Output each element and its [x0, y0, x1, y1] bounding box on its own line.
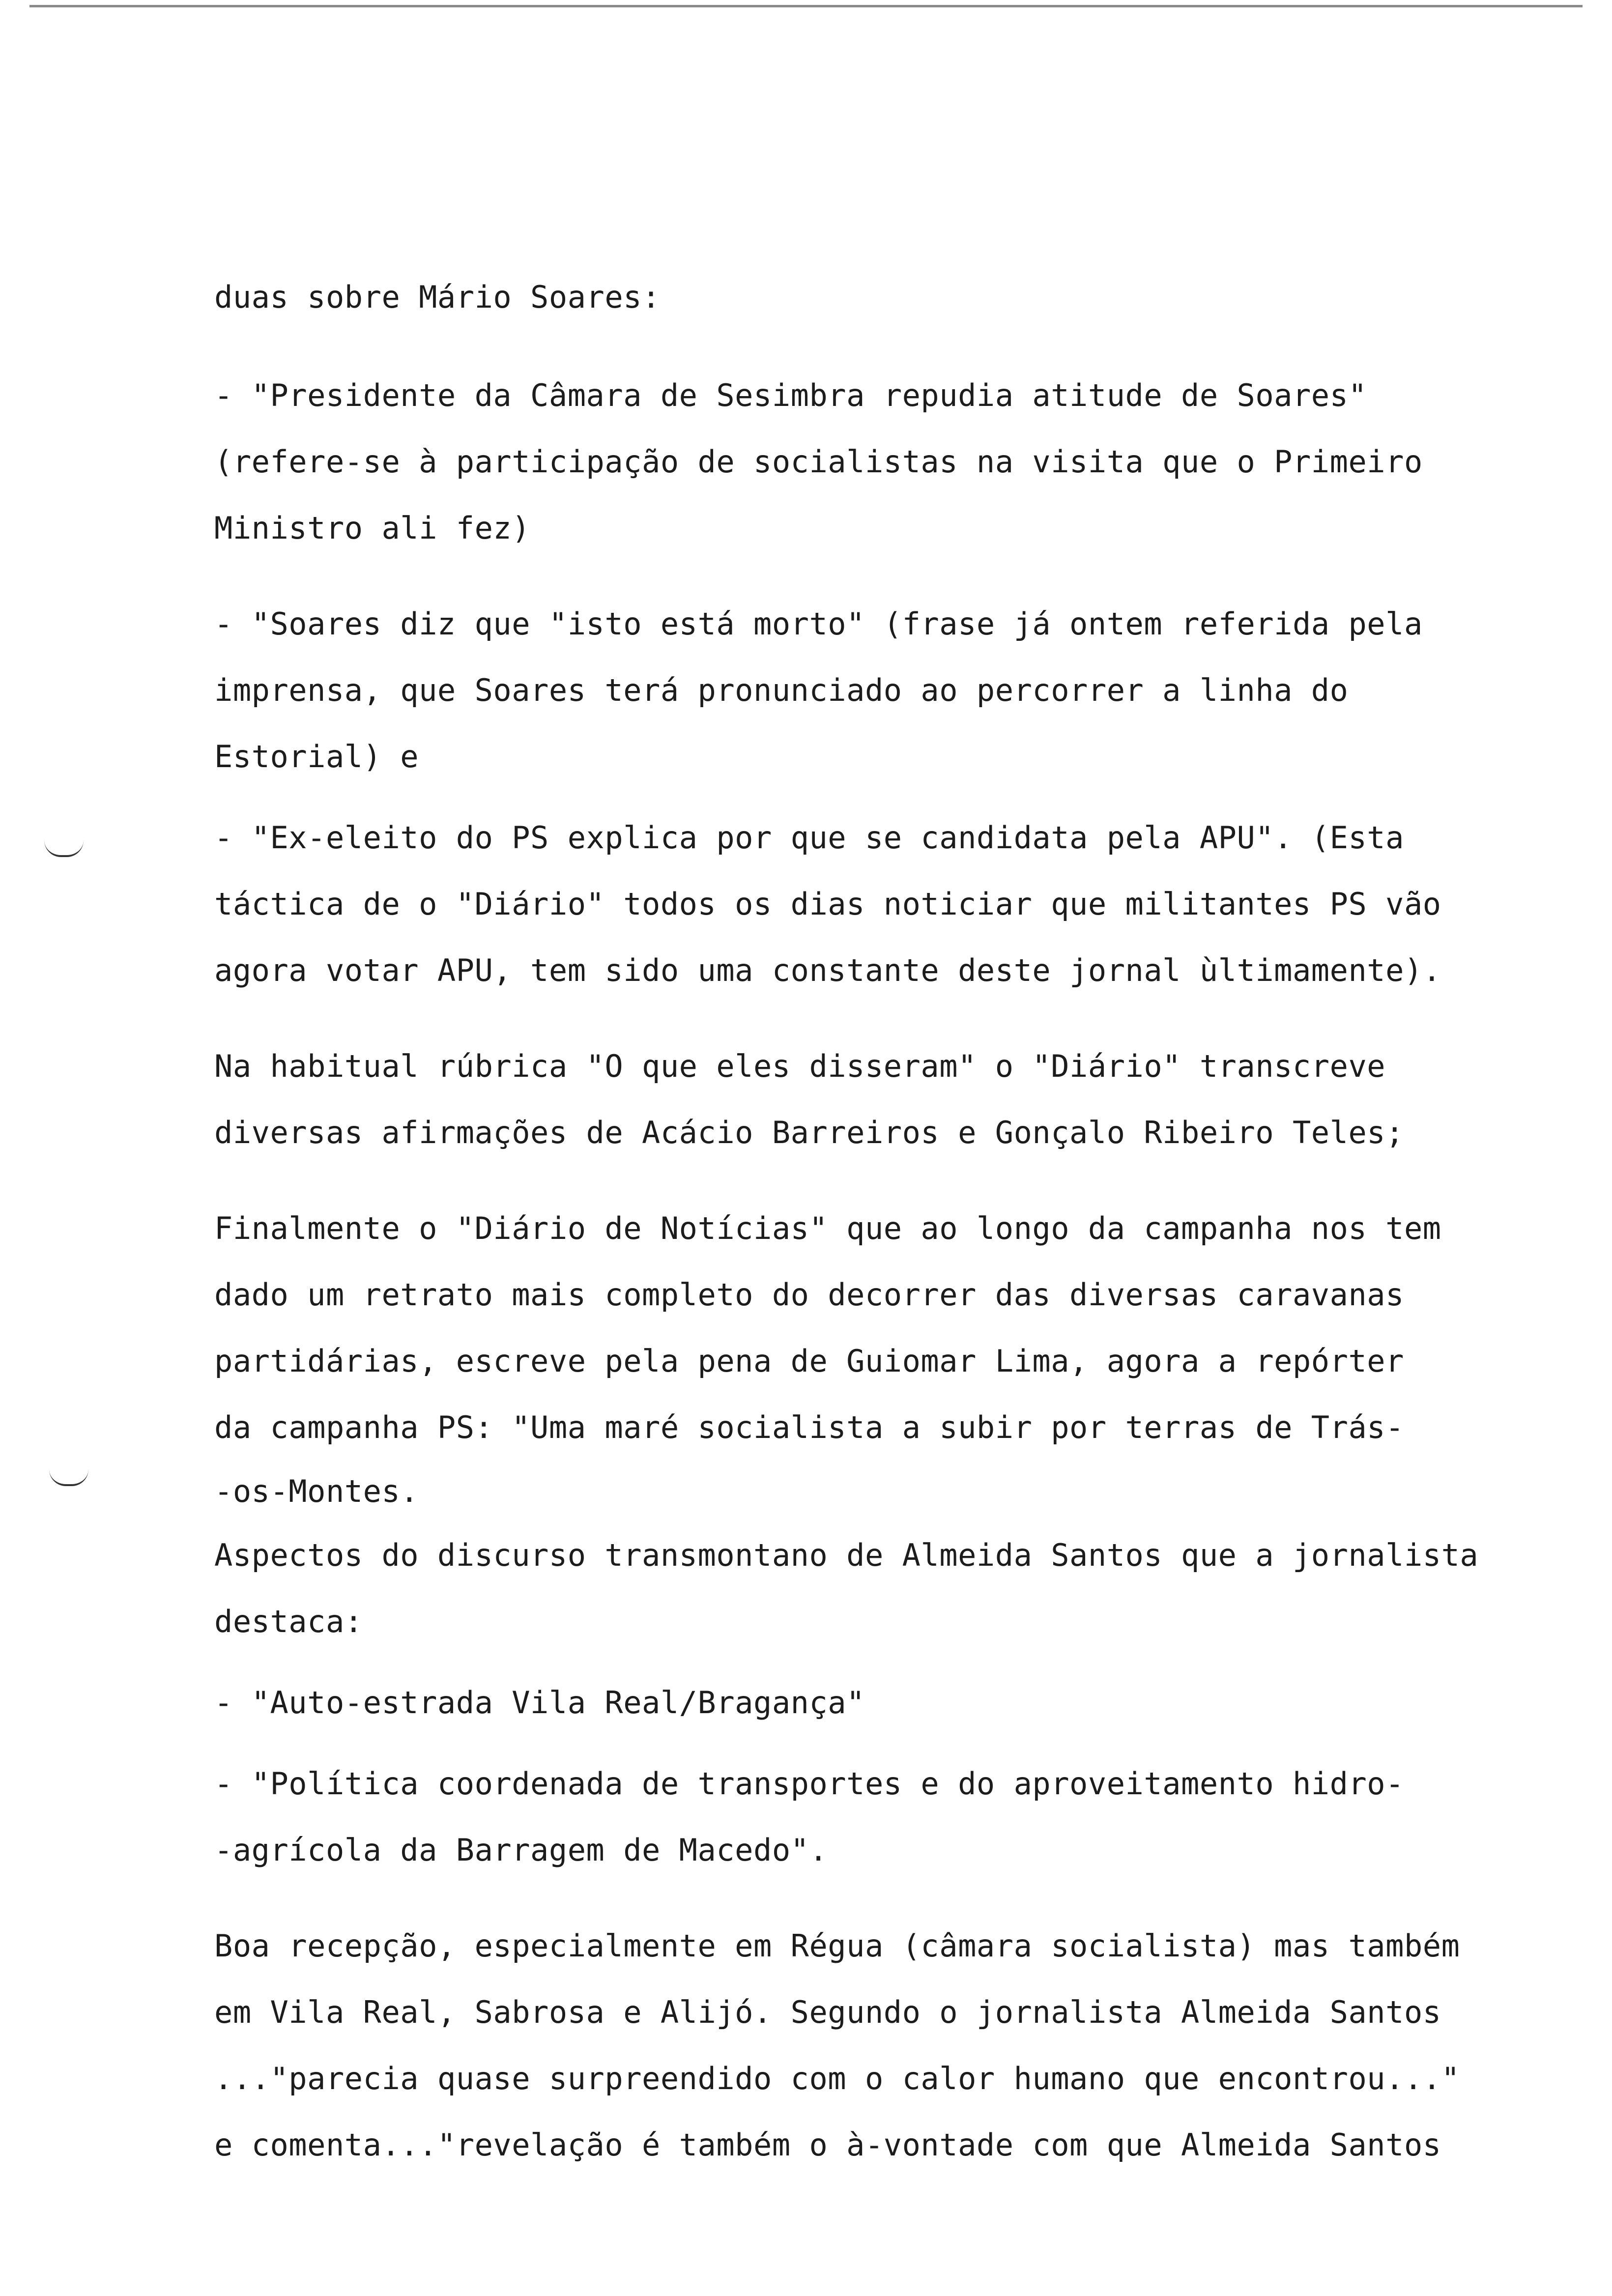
text-line: imprensa, que Soares terá pronunciado ao percorrer a linha do: [214, 672, 1349, 708]
text-line: Aspectos do discurso transmontano de Almeida Santos que a jornalista: [214, 1537, 1479, 1573]
text-line: (refere-se à participação de socialistas na visita que o Primeiro: [214, 444, 1423, 480]
text-line: agora votar APU, tem sido uma constante deste jornal ùltimamente).: [214, 952, 1441, 988]
text-line: partidárias, escreve pela pena de Guiomar Lima, agora a repórter: [214, 1343, 1404, 1379]
text-line: dado um retrato mais completo do decorrer das diversas caravanas: [214, 1277, 1404, 1313]
text-line: em Vila Real, Sabrosa e Alijó. Segundo o jornalista Almeida Santos: [214, 1994, 1441, 2030]
text-line: Finalmente o "Diário de Notícias" que ao longo da campanha nos tem: [214, 1210, 1441, 1246]
text-line: e comenta..."revelação é também o à-vontade com que Almeida Santos: [214, 2127, 1441, 2163]
text-line: da campanha PS: "Uma maré socialista a subir por terras de Trás-: [214, 1409, 1404, 1445]
text-line: destaca:: [214, 1604, 363, 1639]
text-line: -os-Montes.: [214, 1473, 419, 1509]
margin-mark: [49, 1469, 88, 1486]
text-line: - "Auto-estrada Vila Real/Bragança": [214, 1685, 865, 1721]
text-line: Na habitual rúbrica "O que eles disseram" o "Diário" transcreve: [214, 1048, 1386, 1084]
text-line: diversas afirmações de Acácio Barreiros e Gonçalo Ribeiro Teles;: [214, 1115, 1404, 1150]
text-line: Estorial) e: [214, 739, 419, 775]
text-line: - "Soares diz que "isto está morto" (frase já ontem referida pela: [214, 606, 1423, 642]
text-line: - "Política coordenada de transportes e do aproveitamento hidro-: [214, 1766, 1404, 1802]
margin-mark: [44, 840, 84, 857]
text-line: duas sobre Mário Soares:: [214, 279, 661, 315]
text-line: - "Presidente da Câmara de Sesimbra repudia atitude de Soares": [214, 377, 1367, 413]
text-line: táctica de o "Diário" todos os dias noticiar que militantes PS vão: [214, 886, 1441, 922]
text-line: -agrícola da Barragem de Macedo".: [214, 1832, 828, 1868]
text-line: ..."parecia quase surpreendido com o calor humano que encontrou...": [214, 2061, 1460, 2096]
top-rule: [29, 5, 1583, 7]
text-line: Ministro ali fez): [214, 510, 531, 546]
text-line: Boa recepção, especialmente em Régua (câmara socialista) mas também: [214, 1928, 1460, 1964]
text-line: - "Ex-eleito do PS explica por que se candidata pela APU". (Esta: [214, 820, 1404, 856]
